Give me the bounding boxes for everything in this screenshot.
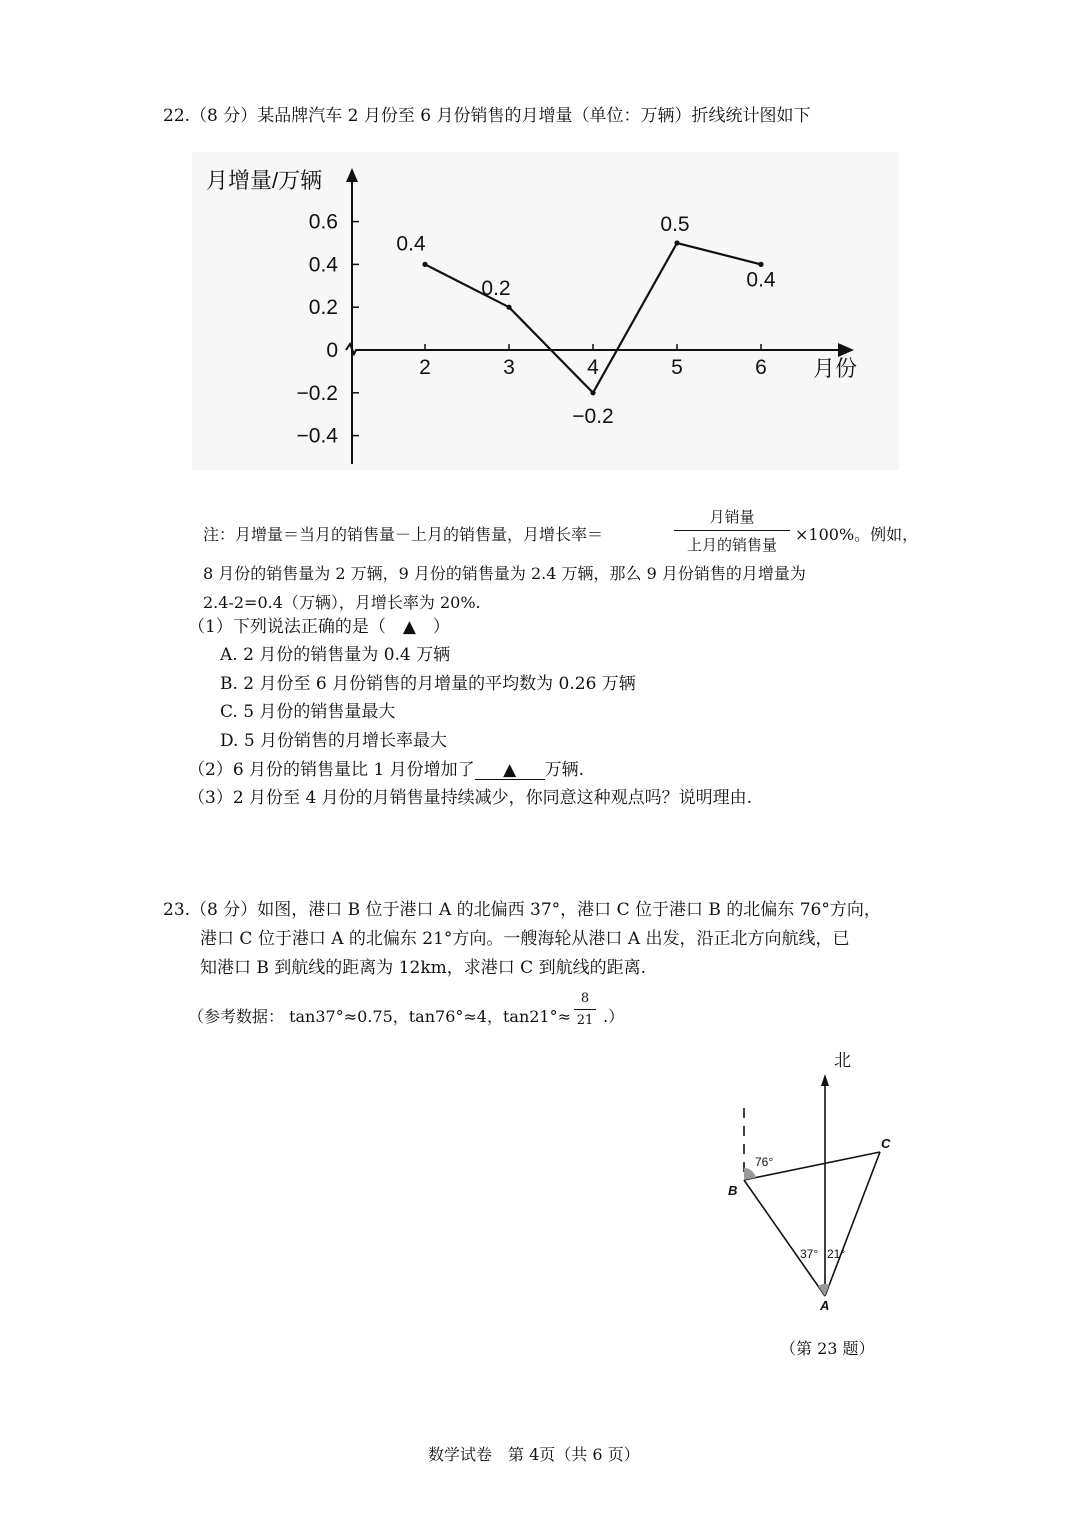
growth-rate-fraction: [674, 506, 790, 555]
data-point: [674, 240, 679, 245]
chart-ylabel: 月增量/万辆: [206, 168, 323, 193]
page-footer: 数学试卷 第 4页（共 6 页）: [428, 1445, 640, 1464]
x-tick-label: 2: [419, 356, 431, 379]
data-point: [590, 390, 595, 395]
answer-blank: ▲: [475, 762, 545, 780]
y-axis-arrow-icon: [346, 168, 358, 182]
y-tick-label: 0.2: [308, 296, 338, 320]
north-arrow-icon: [821, 1074, 829, 1086]
reference-data-a: （参考数据： tan37°≈0.75，tan76°≈4，tan21°≈: [188, 1007, 572, 1026]
line-chart: [192, 152, 899, 470]
north-label: 北: [834, 1051, 851, 1070]
chart-xlabel: 月份: [813, 356, 858, 381]
x-tick-label: 5: [671, 356, 683, 379]
segment-ac: [825, 1152, 880, 1296]
data-label: −0.2: [572, 404, 614, 428]
x-tick-label: 6: [755, 356, 767, 379]
option-c: C. 5 月份的销售量最大: [220, 702, 396, 722]
q22-part1: （1）下列说法正确的是（ ▲ ）: [188, 617, 450, 637]
option-d: D. 5 月份销售的月增长率最大: [220, 731, 448, 751]
y-tick-label: −0.2: [296, 381, 338, 405]
point-b-label: B: [728, 1183, 738, 1198]
port-diagram: [700, 1040, 920, 1320]
x-axis-arrow-icon: [838, 343, 854, 357]
data-point: [506, 305, 511, 310]
note-line3: 2.4-2=0.4（万辆），月增长率为 20%.: [203, 593, 481, 612]
q22-part2: [188, 762, 584, 780]
point-a-label: A: [820, 1298, 830, 1313]
reference-data-b: .）: [603, 1007, 625, 1026]
fraction-denominator: 上月的销售量: [686, 536, 777, 554]
q23-line2: 港口 C 位于港口 A 的北偏东 21°方向。一艘海轮从港口 A 出发，沿正北方向航线，已: [200, 929, 850, 949]
data-point: [422, 262, 427, 267]
y-tick-label: −0.4: [296, 424, 338, 448]
part2-text-a: （2）6 月份的销售量比 1 月份增加了: [188, 760, 475, 780]
point-c-label: C: [881, 1136, 891, 1151]
option-a: A. 2 月份的销售量为 0.4 万辆: [220, 645, 451, 665]
y-tick-label: 0.6: [308, 210, 338, 234]
tan21-fraction: [574, 991, 596, 1028]
chart-svg: [192, 152, 899, 470]
tan21-numerator: 8: [580, 991, 590, 1006]
y-tick-label: 0: [326, 339, 338, 362]
q22-heading: 22.（8 分）某品牌汽车 2 月份至 6 月份销售的月增量（单位：万辆）折线统计图如下: [163, 106, 811, 126]
data-label: 0.5: [660, 213, 690, 236]
note-line1-a: 注：月增量＝当月的销售量－上月的销售量，月增长率＝: [203, 525, 604, 544]
q22-part3: （3）2 月份至 4 月份的月销售量持续减少，你同意这种观点吗？说明理由.: [188, 788, 753, 808]
data-label: 0.2: [481, 277, 511, 301]
data-label: 0.4: [396, 232, 426, 256]
x-tick-label: 4: [587, 356, 599, 379]
data-label: 0.4: [746, 268, 776, 292]
angle-37-label: 37°: [800, 1247, 819, 1261]
data-point: [758, 262, 763, 267]
q23-line1: 23.（8 分）如图，港口 B 位于港口 A 的北偏西 37°，港口 C 位于港口 B 的北偏东 76°方向，: [163, 900, 881, 920]
x-tick-label: 3: [503, 356, 515, 379]
fraction-numerator: 月销量: [709, 508, 755, 526]
figure-caption: （第 23 题）: [780, 1339, 875, 1358]
q23-line3: 知港口 B 到航线的距离为 12km，求港口 C 到航线的距离.: [200, 958, 646, 978]
option-b: B. 2 月份至 6 月份销售的月增量的平均数为 0.26 万辆: [220, 674, 636, 694]
part2-text-b: 万辆.: [544, 760, 585, 780]
segment-ab: [744, 1180, 825, 1296]
y-tick-label: 0.4: [308, 253, 338, 277]
angle-21-label: 21°: [827, 1247, 846, 1261]
note-line1-b: ×100%。例如，: [795, 525, 919, 544]
angle-76-label: 76°: [755, 1155, 774, 1169]
tan21-denominator: 21: [576, 1013, 594, 1028]
note-line2: 8 月份的销售量为 2 万辆，9 月份的销售量为 2.4 万辆，那么 9 月份销售的月增量为: [203, 564, 806, 583]
